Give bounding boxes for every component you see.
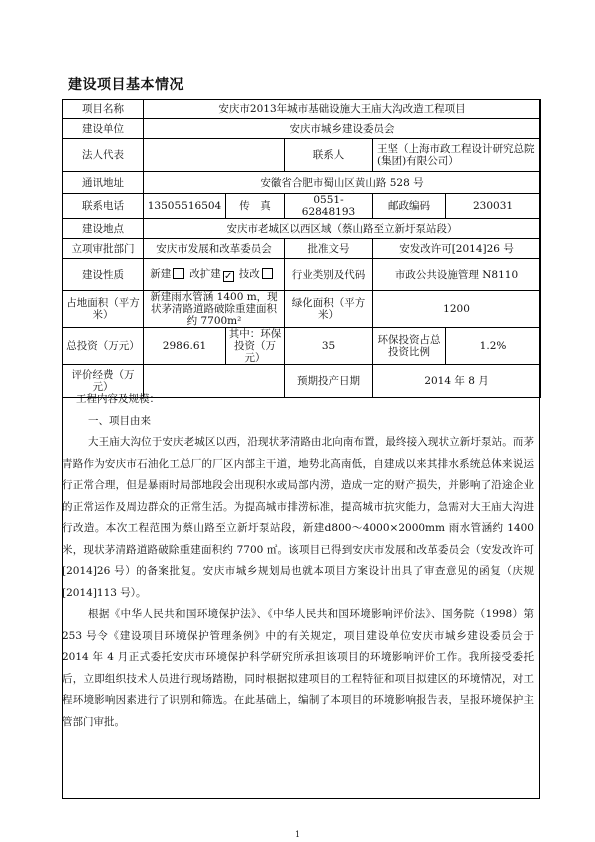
label-industry: 行业类别及代码: [285, 259, 373, 291]
value-industry: 市政公共设施管理 N8110: [373, 259, 541, 291]
label-env-investment: 其中：环保投资（万元）: [226, 328, 285, 365]
row-approval: [63, 239, 541, 259]
label-contact: 联系人: [285, 139, 373, 172]
row-legal-rep: [63, 139, 541, 172]
row-investment: [63, 328, 541, 365]
content-paragraph-origin: 大王庙大沟位于安庆老城区以西，沿现状茅清路由北向南布置，最终接入现状立新圩泵站。而茅青路作为安庆市石油化工总厂的厂区内部主干道，地势北高南低，自建成以来其排水系统总体来说运行正常合理，但是暴雨时局部地段会出现积水或局部内涝，造成一定的财产损失，并影响了沿途企业的正常运作及周边群众的正常生活。为提高城市排涝标准，提高城市抗灾能力，急需对大王庙大沟进行改造。本次工程范围为蔡山路至立新圩泵站段，新建d800～4000×2000mm 雨水管涵约 1400 米，现状茅清路道路破除重建面积约 7700 ㎡。该项目已得到安庆市发展和改革委员会（安发改许可[2014]26 号）的备案批复。安庆市城乡规划局也就本项目方案设计出具了审查意见的函复（庆规[2014]113 号）。: [62, 436, 534, 599]
value-approval-dept: 安庆市发展和改革委员会: [144, 239, 285, 259]
label-nature: 建设性质: [63, 259, 144, 291]
value-green: 1200: [373, 291, 541, 328]
label-approval-doc: 批准文号: [285, 239, 373, 259]
content-subheading: 一、项目由来: [88, 414, 151, 427]
value-zip: 230031: [446, 194, 541, 219]
label-fax: 传 真: [226, 194, 285, 219]
label-zip: 邮政编码: [373, 194, 446, 219]
page-number: 1: [294, 830, 301, 839]
value-contact: 王坚（上海市政工程设计研究总院(集团)有限公司）: [373, 139, 541, 172]
label-address: 通讯地址: [63, 172, 144, 194]
row-phone: [63, 194, 541, 219]
value-project-name: 安庆市2013年城市基础设施大王庙大沟改造工程项目: [144, 100, 541, 119]
row-location: [63, 219, 541, 239]
label-eval-cost: 评价经费（万元）: [63, 365, 144, 398]
value-builder: 安庆市城乡建设委员会: [144, 119, 541, 139]
value-fax: 0551-62848193: [285, 194, 373, 219]
row-builder: [63, 119, 541, 139]
label-ratio: 环保投资占总投资比例: [373, 328, 446, 365]
content-heading: 工程内容及规模：: [76, 393, 160, 405]
label-area: 占地面积（平方米）: [63, 291, 144, 328]
option-new-label: 新建: [150, 267, 172, 280]
content-paragraph-basis: 根据《中华人民共和国环境保护法》、《中华人民共和国环境影响评价法》、国务院（1998）第 253 号令《建设项目环境保护管理条例》中的有关规定，项目建设单位安庆市城乡建设委员会于 2014 年 4 月正式委托安庆市环境保护科学研究所承担该项目的环境影响评价工作。我所接受委托后，立即组织技术人员进行现场踏勘，同时根据拟建项目的工程特征和项目拟建区的环境情况，对工程环境影响因素进行了识别和筛选。在此基础上，编制了本项目的环境影响报告表，呈报环境保护主管部门审批。: [62, 608, 534, 728]
label-builder: 建设单位: [63, 119, 144, 139]
row-area: [63, 291, 541, 328]
checkbox-new[interactable]: [173, 268, 184, 279]
section-title: 建设项目基本情况: [68, 77, 184, 93]
value-ratio: 1.2%: [446, 328, 541, 365]
row-project-name: [63, 100, 541, 119]
label-location: 建设地点: [63, 219, 144, 239]
row-address: [63, 172, 541, 194]
value-address: 安徽省合肥市蜀山区黄山路 528 号: [144, 172, 541, 194]
label-green: 绿化面积（平方米）: [285, 291, 373, 328]
label-approval-dept: 立项审批部门: [63, 239, 144, 259]
label-legal-rep: 法人代表: [63, 139, 144, 172]
option-tech-label: 技改: [238, 267, 260, 280]
row-nature: [63, 259, 541, 291]
checkbox-expand[interactable]: ✓: [224, 270, 233, 282]
label-project-name: 项目名称: [63, 100, 144, 119]
value-legal-rep: [144, 139, 285, 172]
label-total-investment: 总投资（万元）: [63, 328, 144, 365]
value-location: 安庆市老城区以西区域（蔡山路至立新圩泵站段）: [144, 219, 541, 239]
label-start-date: 预期投产日期: [285, 365, 373, 398]
nature-options: [144, 259, 285, 291]
value-env-investment: 35: [285, 328, 373, 365]
value-area: 新建雨水管涵 1400 m，现状茅清路道路破除重建面积约 7700m²: [144, 291, 285, 328]
project-content: [62, 389, 540, 733]
option-expand-label: 改扩建: [189, 267, 221, 280]
label-phone: 联系电话: [63, 194, 144, 219]
checkbox-tech[interactable]: [262, 268, 273, 279]
value-start-date: 2014 年 8 月: [373, 365, 541, 398]
value-total-investment: 2986.61: [144, 328, 226, 365]
project-info-table: [62, 99, 541, 398]
value-phone: 13505516504: [144, 194, 226, 219]
value-approval-doc: 安发改许可[2014]26 号: [373, 239, 541, 259]
